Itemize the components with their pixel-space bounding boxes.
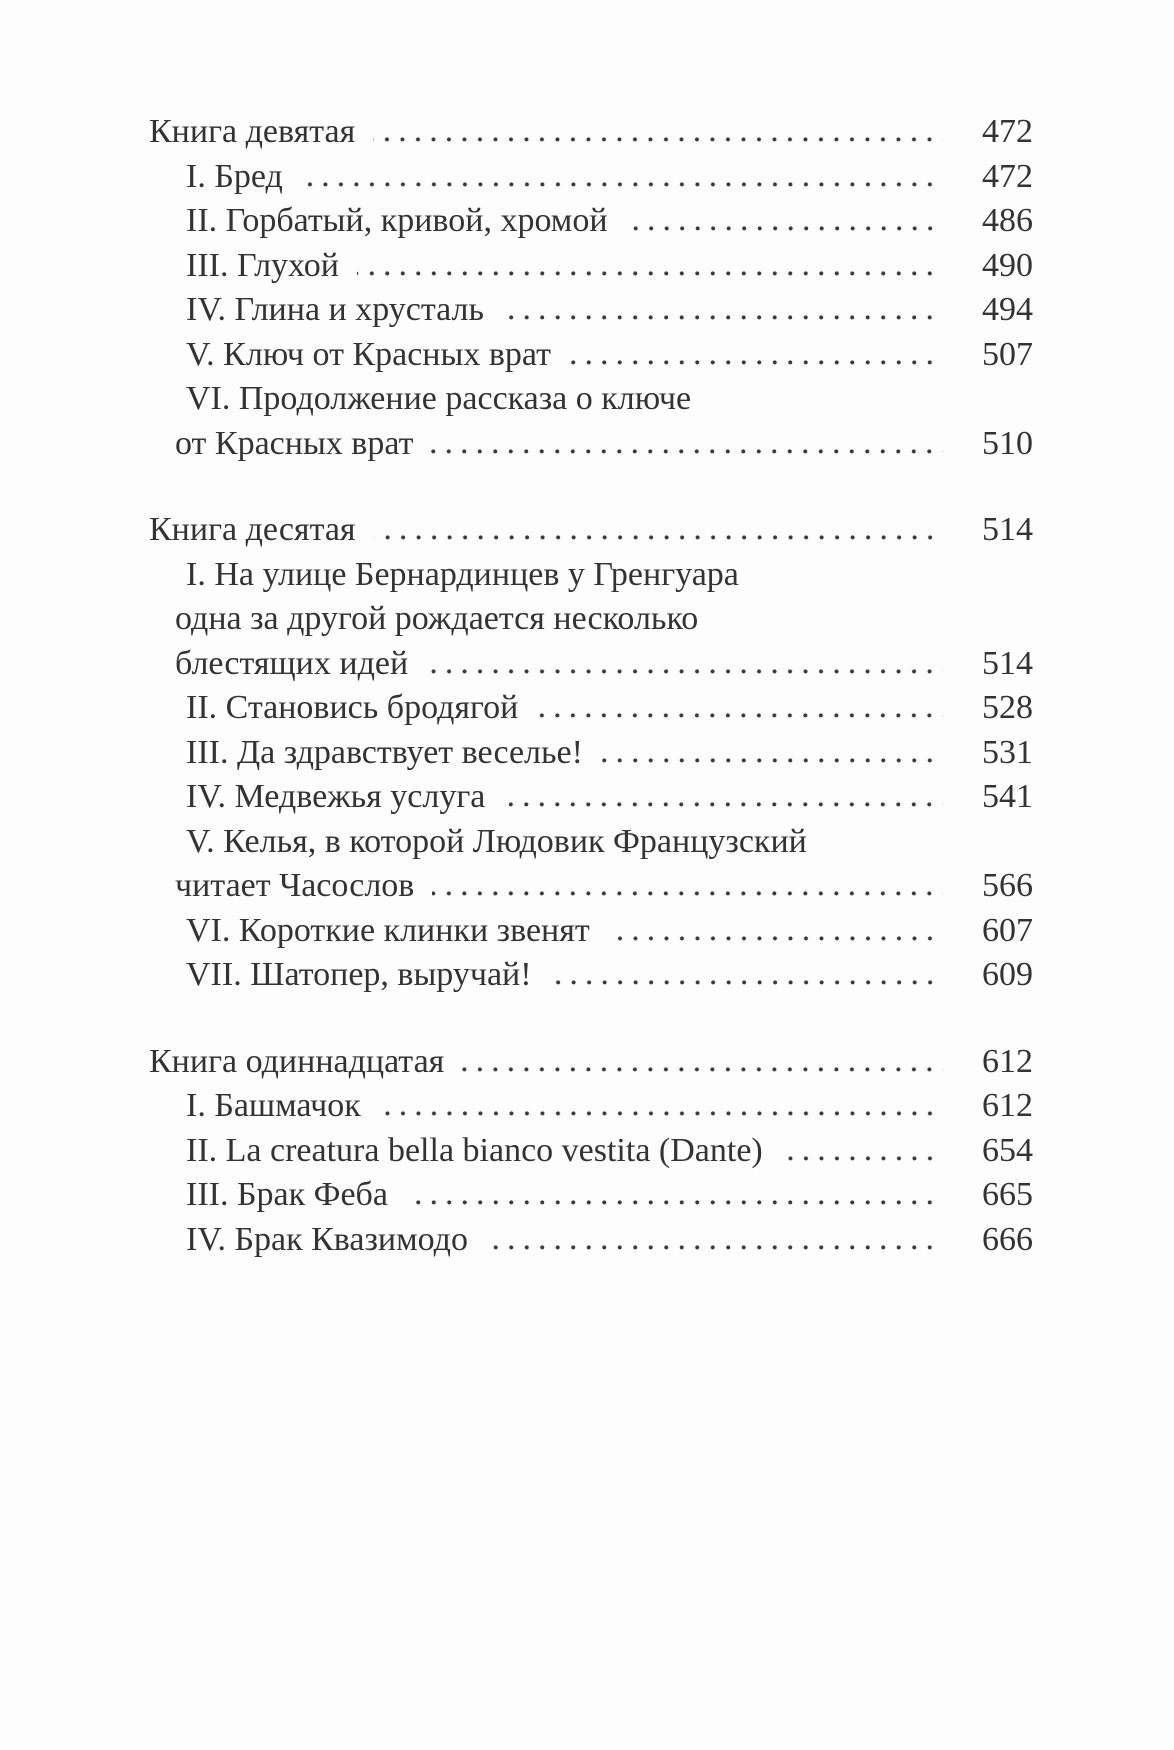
toc-row bbox=[149, 155, 1033, 200]
dot-leader bbox=[608, 936, 943, 941]
toc-row bbox=[149, 909, 1033, 954]
toc-row bbox=[149, 288, 1033, 333]
page-number: 612 bbox=[982, 1042, 1033, 1080]
chapter-title: IV. Брак Квазимодо bbox=[186, 1220, 468, 1258]
page-number: 609 bbox=[982, 956, 1033, 993]
dot-leader bbox=[406, 1200, 943, 1205]
page-number: 507 bbox=[982, 335, 1033, 373]
dot-leader bbox=[601, 758, 943, 763]
toc-row bbox=[149, 953, 1033, 998]
toc-book-section bbox=[149, 1040, 1033, 1263]
page-number: 514 bbox=[982, 511, 1033, 548]
chapter-title: II. La creatura bella bianco vestita (Dante) bbox=[186, 1131, 763, 1169]
toc-row bbox=[149, 642, 1033, 687]
chapter-title: V. Ключ от Красных врат bbox=[186, 335, 551, 373]
dot-leader bbox=[426, 669, 943, 674]
chapter-title: I. Бред bbox=[186, 157, 283, 195]
dot-leader bbox=[301, 182, 943, 187]
page-number: 666 bbox=[982, 1220, 1033, 1258]
toc-row bbox=[149, 731, 1033, 776]
page-number: 510 bbox=[982, 424, 1033, 462]
toc-row bbox=[149, 1218, 1033, 1263]
toc-book-section bbox=[149, 110, 1033, 466]
dot-leader bbox=[486, 1245, 943, 1250]
toc-book-section bbox=[149, 508, 1033, 998]
book-title: Книга одиннадцатая bbox=[149, 1042, 445, 1080]
toc-row bbox=[149, 422, 1033, 467]
chapter-title: IV. Глина и хрусталь bbox=[186, 291, 485, 328]
page-number: 541 bbox=[982, 778, 1033, 815]
toc-row bbox=[149, 686, 1033, 731]
chapter-title-continuation: одна за другой рождается несколько bbox=[175, 600, 699, 637]
toc-row bbox=[149, 553, 1033, 598]
chapter-title: V. Келья, в которой Людовик Французский bbox=[186, 822, 807, 860]
page-number: 514 bbox=[982, 644, 1033, 682]
chapter-title: II. Горбатый, кривой, хромой bbox=[186, 202, 608, 239]
dot-leader bbox=[550, 980, 943, 985]
toc-row bbox=[149, 1129, 1033, 1174]
toc-row bbox=[149, 820, 1033, 865]
page-number: 654 bbox=[982, 1131, 1033, 1169]
chapter-title-continuation: блестящих идей bbox=[175, 644, 409, 682]
page-number: 486 bbox=[982, 202, 1033, 239]
toc-row bbox=[149, 597, 1033, 642]
chapter-title: III. Глухой bbox=[186, 246, 339, 284]
chapter-title: VII. Шатопер, выручай! bbox=[186, 956, 532, 993]
dot-leader bbox=[536, 713, 943, 718]
dot-leader bbox=[503, 802, 943, 807]
chapter-title-continuation: читает Часослов bbox=[175, 867, 415, 904]
chapter-title: III. Брак Феба bbox=[186, 1176, 388, 1213]
toc-row bbox=[149, 110, 1033, 155]
dot-leader bbox=[569, 360, 943, 365]
toc-content bbox=[149, 110, 1033, 1262]
page-number: 531 bbox=[982, 733, 1033, 771]
toc-row bbox=[149, 377, 1033, 422]
page-number: 494 bbox=[982, 291, 1033, 328]
toc-row bbox=[149, 199, 1033, 244]
dot-leader bbox=[374, 535, 943, 540]
page-number: 490 bbox=[982, 246, 1033, 284]
page-number: 665 bbox=[982, 1176, 1033, 1213]
toc-row bbox=[149, 1084, 1033, 1129]
dot-leader bbox=[462, 1067, 943, 1072]
chapter-title: I. Башмачок bbox=[186, 1087, 361, 1124]
page-number: 612 bbox=[982, 1087, 1033, 1124]
toc-row bbox=[149, 508, 1033, 553]
dot-leader bbox=[781, 1156, 943, 1161]
dot-leader bbox=[357, 271, 943, 276]
dot-leader bbox=[432, 891, 943, 896]
chapter-title: VI. Короткие клинки звенят bbox=[186, 911, 590, 949]
dot-leader bbox=[373, 137, 943, 142]
page-number: 566 bbox=[982, 867, 1033, 904]
book-title: Книга десятая bbox=[149, 511, 356, 548]
toc-row bbox=[149, 775, 1033, 820]
chapter-title: IV. Медвежья услуга bbox=[186, 778, 486, 815]
chapter-title: II. Становись бродягой bbox=[186, 689, 519, 726]
chapter-title: I. На улице Бернардинцев у Гренгуара bbox=[186, 555, 739, 593]
dot-leader bbox=[626, 226, 943, 231]
toc-row bbox=[149, 864, 1033, 909]
toc-row bbox=[149, 244, 1033, 289]
page-number: 607 bbox=[982, 911, 1033, 949]
chapter-title: VI. Продолжение рассказа о ключе bbox=[186, 380, 692, 417]
book-title: Книга девятая bbox=[149, 113, 356, 150]
dot-leader bbox=[379, 1111, 943, 1116]
dot-leader bbox=[502, 315, 943, 320]
toc-row bbox=[149, 1173, 1033, 1218]
page-number: 528 bbox=[982, 689, 1033, 726]
toc-row bbox=[149, 1040, 1033, 1085]
chapter-title: III. Да здравствует веселье! bbox=[186, 733, 583, 771]
toc-row bbox=[149, 333, 1033, 378]
page-number: 472 bbox=[982, 157, 1033, 195]
chapter-title-continuation: от Красных врат bbox=[175, 424, 414, 462]
dot-leader bbox=[431, 449, 943, 454]
page-number: 472 bbox=[982, 113, 1033, 150]
